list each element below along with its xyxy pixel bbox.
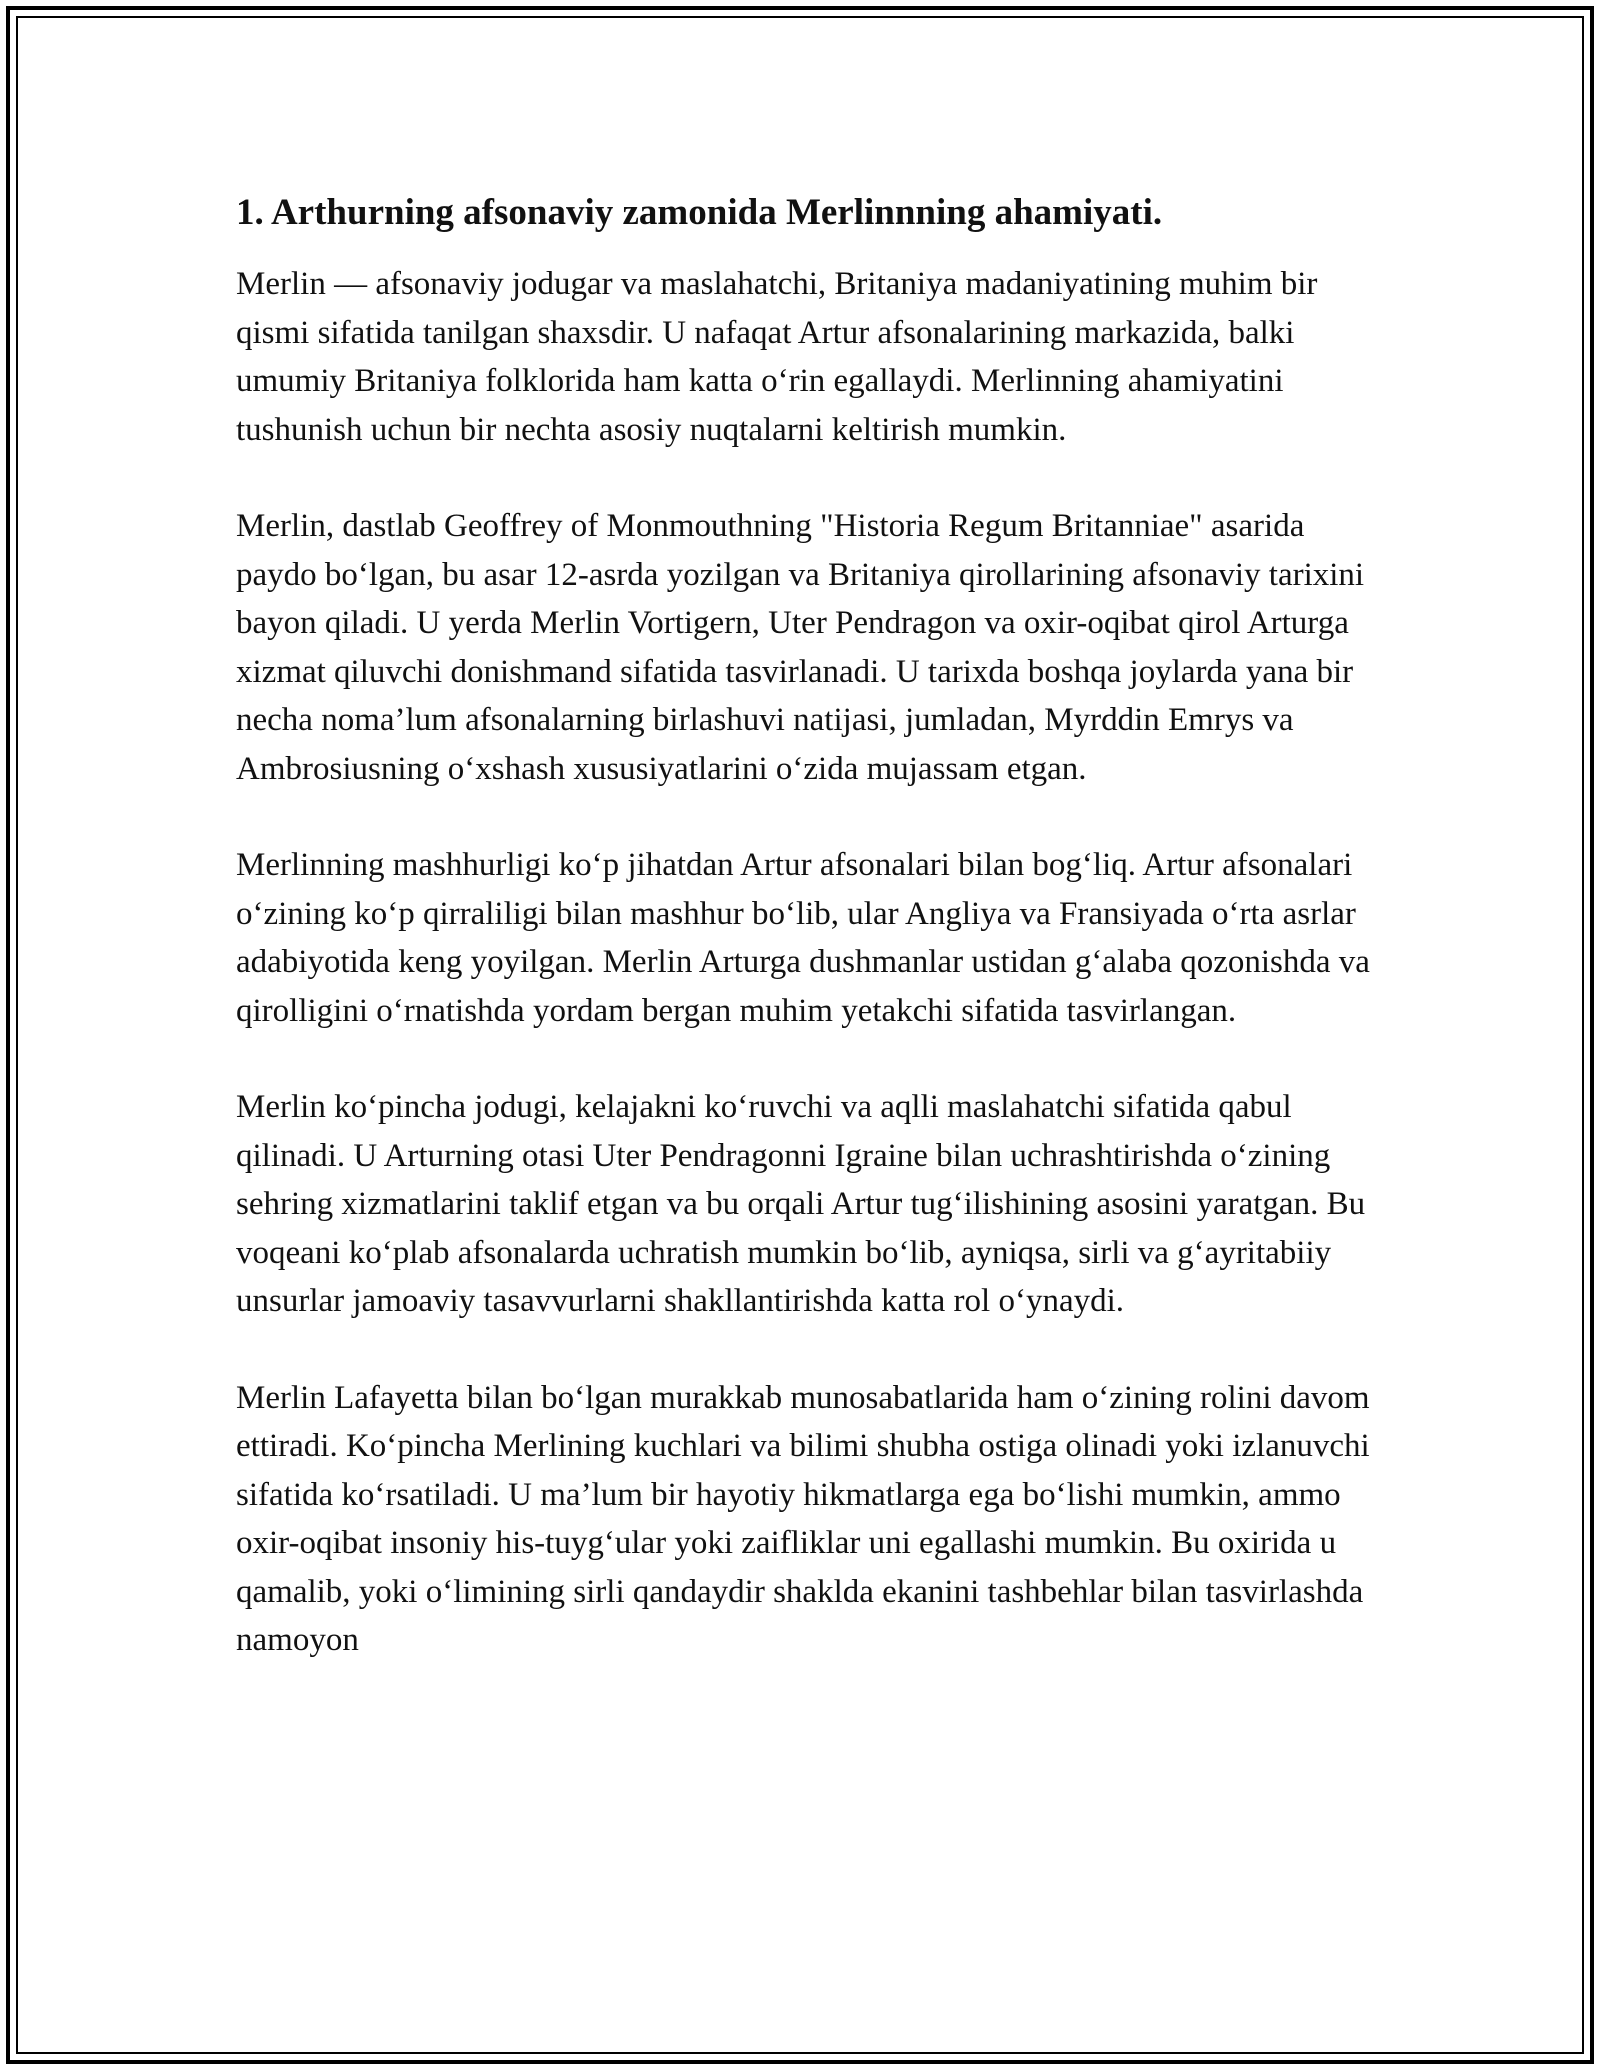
paragraph-arthurian-legends: Merlinning mashhurligi koʻp jihatdan Artur afsonalari bilan bogʻliq. Artur afsonalari oʻzining koʻp qirraliligi bilan mashhur boʻlib, ular Angliya va Fransiyada oʻrta asrlar adabiyotida keng yoyilgan. Merlin Arturga dushmanlar ustidan gʻalaba qozonishda va qirolligini oʻrnatishda yordam bergan muhim yetakchi sifatida tasvirlangan. xyxy=(236,847,1370,1029)
document-body xyxy=(236,186,1376,1713)
paragraph-sorcerer-role: Merlin koʻpincha jodugi, kelajakni koʻruvchi va aqlli maslahatchi sifatida qabul qilinadi. U Arturning otasi Uter Pendragonni Igraine bilan uchrashtirishda oʻzining sehring xizmatlarini taklif etgan va bu orqali Artur tugʻilishining asosini yaratgan. Bu voqeani koʻplab afsonalarda uchratish mumkin boʻlib, ayniqsa, sirli va gʻayritabiiy unsurlar jamoaviy tasavvurlarni shakllantirishda katta rol oʻynaydi. xyxy=(236,1089,1366,1319)
section-heading: 1. Arthurning afsonaviy zamonida Merlinnning ahamiyati. xyxy=(236,192,1163,233)
paragraph-intro: Merlin — afsonaviy jodugar va maslahatchi, Britaniya madaniyatining muhim bir qismi sifatida tanilgan shaxsdir. U nafaqat Artur afsonalarining markazida, balki umumiy Britaniya folklorida ham katta oʻrin egallaydi. Merlinning ahamiyatini tushunish uchun bir nechta asosiy nuqtalarni keltirish mumkin. xyxy=(236,266,1318,448)
paragraph-origins: Merlin, dastlab Geoffrey of Monmouthning "Historia Regum Britanniae" asarida paydo boʻlgan, bu asar 12-asrda yozilgan va Britaniya qirollarining afsonaviy tarixini bayon qiladi. U yerda Merlin Vortigern, Uter Pendragon va oxir-oqibat qirol Arturga xizmat qiluvchi donishmand sifatida tasvirlanadi. U tarixda boshqa joylarda yana bir necha noma’lum afsonalarning birlashuvi natijasi, jumladan, Myrddin Emrys va Ambrosiusning oʻxshash xususiyatlarini oʻzida mujassam etgan. xyxy=(236,508,1365,787)
paragraph-relationships: Merlin Lafayetta bilan boʻlgan murakkab munosabatlarida ham oʻzining rolini davom ettiradi. Koʻpincha Merlining kuchlari va bilimi shubha ostiga olinadi yoki izlanuvchi sifatida koʻrsatiladi. U ma’lum bir hayotiy hikmatlarga ega boʻlishi mumkin, ammo oxir-oqibat insoniy his-tuygʻular yoki zaifliklar uni egallashi mumkin. Bu oxirida u qamalib, yoki oʻlimining sirli qandaydir shaklda ekanini tashbehlar bilan tasvirlashda namoyon xyxy=(236,1379,1370,1658)
